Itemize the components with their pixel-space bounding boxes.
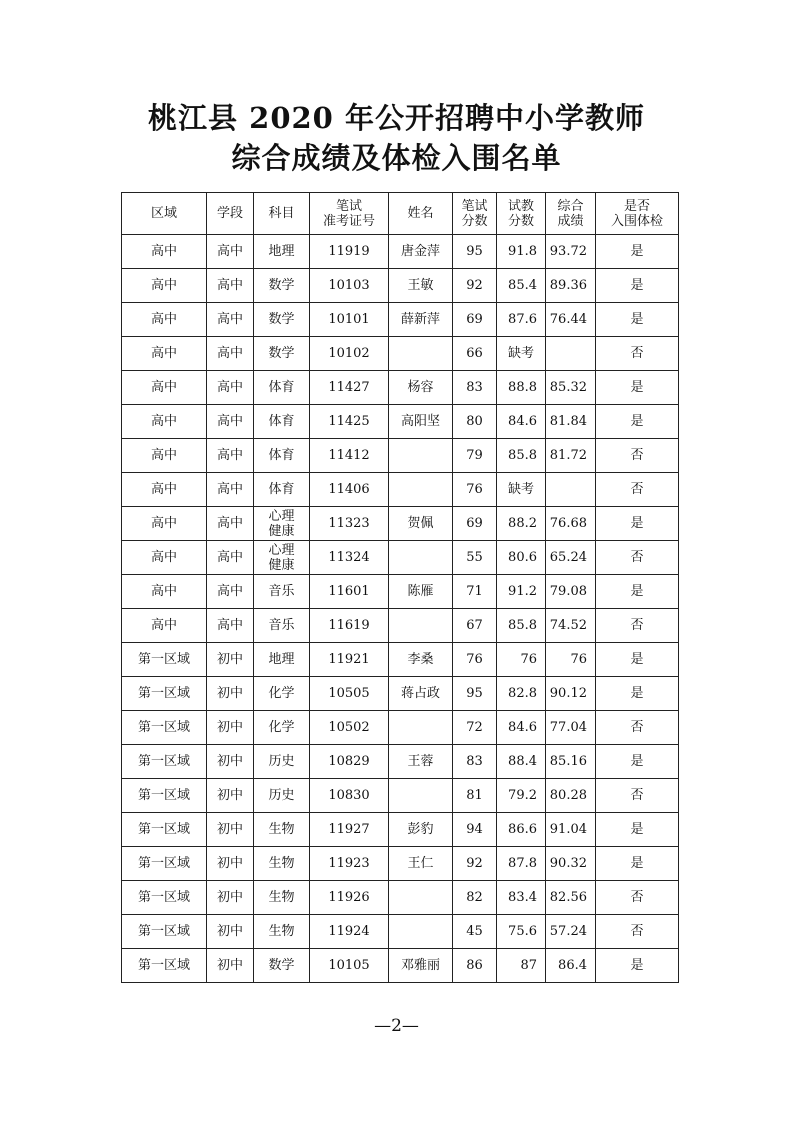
cell-written-score: 76 [453, 473, 497, 507]
cell-trial-score: 88.2 [497, 507, 546, 541]
cell-qualify: 否 [596, 915, 679, 949]
cell-qualify: 是 [596, 949, 679, 983]
table-row [122, 779, 679, 813]
cell-qualify: 否 [596, 541, 679, 575]
cell-trial-score: 88.8 [497, 371, 546, 405]
cell-exam-id: 10105 [310, 949, 389, 983]
cell-region: 高中 [122, 235, 207, 269]
cell-qualify: 否 [596, 609, 679, 643]
cell-level: 初中 [207, 847, 254, 881]
cell-subject: 化学 [254, 711, 310, 745]
cell-total-score: 76.68 [546, 507, 596, 541]
cell-qualify: 是 [596, 847, 679, 881]
cell-subject: 体育 [254, 371, 310, 405]
cell-written-score: 83 [453, 371, 497, 405]
cell-subject: 生物 [254, 915, 310, 949]
cell-level: 高中 [207, 269, 254, 303]
cell-subject: 体育 [254, 439, 310, 473]
cell-name [389, 337, 453, 371]
table-row [122, 915, 679, 949]
cell-written-score: 72 [453, 711, 497, 745]
cell-written-score: 83 [453, 745, 497, 779]
cell-written-score: 95 [453, 677, 497, 711]
cell-total-score: 65.24 [546, 541, 596, 575]
cell-subject: 数学 [254, 303, 310, 337]
cell-written-score: 76 [453, 643, 497, 677]
cell-region: 高中 [122, 269, 207, 303]
table-row [122, 303, 679, 337]
cell-level: 高中 [207, 575, 254, 609]
table-row [122, 745, 679, 779]
cell-total-score: 85.16 [546, 745, 596, 779]
cell-exam-id: 10830 [310, 779, 389, 813]
cell-exam-id: 11926 [310, 881, 389, 915]
table-row [122, 881, 679, 915]
header-total-score: 综合 成绩 [546, 193, 596, 235]
cell-subject: 历史 [254, 745, 310, 779]
cell-total-score: 90.12 [546, 677, 596, 711]
cell-subject: 生物 [254, 881, 310, 915]
cell-level: 高中 [207, 337, 254, 371]
table-header [122, 193, 679, 235]
cell-total-score: 85.32 [546, 371, 596, 405]
cell-region: 第一区域 [122, 677, 207, 711]
cell-level: 高中 [207, 541, 254, 575]
cell-name: 唐金萍 [389, 235, 453, 269]
cell-subject: 生物 [254, 813, 310, 847]
cell-trial-score: 84.6 [497, 711, 546, 745]
cell-exam-id: 11924 [310, 915, 389, 949]
cell-total-score: 79.08 [546, 575, 596, 609]
cell-region: 高中 [122, 371, 207, 405]
cell-exam-id: 11406 [310, 473, 389, 507]
cell-name [389, 439, 453, 473]
table-row [122, 711, 679, 745]
cell-region: 高中 [122, 609, 207, 643]
cell-trial-score: 缺考 [497, 337, 546, 371]
cell-written-score: 95 [453, 235, 497, 269]
cell-region: 高中 [122, 507, 207, 541]
cell-qualify: 是 [596, 745, 679, 779]
table-row [122, 235, 679, 269]
cell-name: 王敏 [389, 269, 453, 303]
cell-subject: 地理 [254, 235, 310, 269]
cell-subject: 体育 [254, 473, 310, 507]
cell-exam-id: 11323 [310, 507, 389, 541]
table-row [122, 473, 679, 507]
table-row [122, 643, 679, 677]
cell-region: 第一区域 [122, 881, 207, 915]
cell-written-score: 92 [453, 847, 497, 881]
cell-region: 高中 [122, 303, 207, 337]
cell-trial-score: 83.4 [497, 881, 546, 915]
cell-level: 高中 [207, 405, 254, 439]
cell-qualify: 否 [596, 439, 679, 473]
cell-level: 初中 [207, 677, 254, 711]
cell-level: 高中 [207, 439, 254, 473]
cell-written-score: 45 [453, 915, 497, 949]
cell-level: 高中 [207, 473, 254, 507]
cell-name: 杨容 [389, 371, 453, 405]
cell-exam-id: 11324 [310, 541, 389, 575]
cell-level: 初中 [207, 915, 254, 949]
cell-trial-score: 80.6 [497, 541, 546, 575]
cell-name: 王蓉 [389, 745, 453, 779]
header-qualify: 是否 入围体检 [596, 193, 679, 235]
header-region: 区域 [122, 193, 207, 235]
cell-trial-score: 缺考 [497, 473, 546, 507]
cell-total-score: 76.44 [546, 303, 596, 337]
cell-level: 高中 [207, 303, 254, 337]
cell-trial-score: 75.6 [497, 915, 546, 949]
cell-name: 邓雅丽 [389, 949, 453, 983]
cell-written-score: 92 [453, 269, 497, 303]
cell-qualify: 是 [596, 303, 679, 337]
cell-level: 初中 [207, 881, 254, 915]
header-written-score: 笔试 分数 [453, 193, 497, 235]
cell-name: 彭豹 [389, 813, 453, 847]
cell-total-score: 86.4 [546, 949, 596, 983]
cell-name [389, 915, 453, 949]
cell-written-score: 94 [453, 813, 497, 847]
cell-total-score: 80.28 [546, 779, 596, 813]
table-row [122, 847, 679, 881]
table-row [122, 575, 679, 609]
cell-name [389, 711, 453, 745]
cell-level: 初中 [207, 779, 254, 813]
cell-exam-id: 11921 [310, 643, 389, 677]
cell-exam-id: 11427 [310, 371, 389, 405]
cell-trial-score: 85.8 [497, 439, 546, 473]
cell-written-score: 79 [453, 439, 497, 473]
cell-qualify: 是 [596, 235, 679, 269]
cell-level: 高中 [207, 507, 254, 541]
cell-written-score: 67 [453, 609, 497, 643]
cell-level: 初中 [207, 813, 254, 847]
cell-total-score [546, 337, 596, 371]
cell-exam-id: 10829 [310, 745, 389, 779]
cell-exam-id: 11919 [310, 235, 389, 269]
cell-exam-id: 10101 [310, 303, 389, 337]
cell-subject: 数学 [254, 949, 310, 983]
document-title-line2: 综合成绩及体检入围名单 [231, 141, 562, 175]
cell-region: 第一区域 [122, 813, 207, 847]
cell-trial-score: 79.2 [497, 779, 546, 813]
cell-written-score: 80 [453, 405, 497, 439]
cell-qualify: 是 [596, 405, 679, 439]
cell-written-score: 66 [453, 337, 497, 371]
cell-exam-id: 10103 [310, 269, 389, 303]
cell-total-score: 81.72 [546, 439, 596, 473]
cell-qualify: 否 [596, 881, 679, 915]
cell-written-score: 71 [453, 575, 497, 609]
cell-trial-score: 91.2 [497, 575, 546, 609]
cell-region: 高中 [122, 439, 207, 473]
cell-level: 初中 [207, 643, 254, 677]
cell-trial-score: 86.6 [497, 813, 546, 847]
results-table [121, 192, 679, 983]
cell-region: 高中 [122, 575, 207, 609]
header-row [122, 193, 679, 235]
table-row [122, 813, 679, 847]
header-trial-score: 试教 分数 [497, 193, 546, 235]
cell-exam-id: 11619 [310, 609, 389, 643]
cell-name: 蒋占政 [389, 677, 453, 711]
cell-trial-score: 84.6 [497, 405, 546, 439]
cell-exam-id: 10505 [310, 677, 389, 711]
cell-total-score: 81.84 [546, 405, 596, 439]
cell-name [389, 473, 453, 507]
cell-trial-score: 85.4 [497, 269, 546, 303]
page-number: —2— [374, 1016, 419, 1036]
cell-region: 高中 [122, 405, 207, 439]
table-row [122, 677, 679, 711]
cell-region: 第一区域 [122, 643, 207, 677]
cell-trial-score: 85.8 [497, 609, 546, 643]
cell-name [389, 881, 453, 915]
cell-region: 高中 [122, 473, 207, 507]
cell-trial-score: 76 [497, 643, 546, 677]
cell-name: 贺佩 [389, 507, 453, 541]
cell-qualify: 否 [596, 337, 679, 371]
cell-qualify: 是 [596, 643, 679, 677]
header-name: 姓名 [389, 193, 453, 235]
cell-subject: 地理 [254, 643, 310, 677]
cell-qualify: 是 [596, 575, 679, 609]
cell-exam-id: 10102 [310, 337, 389, 371]
cell-total-score: 93.72 [546, 235, 596, 269]
cell-subject: 数学 [254, 337, 310, 371]
table-row [122, 507, 679, 541]
cell-total-score [546, 473, 596, 507]
cell-exam-id: 10502 [310, 711, 389, 745]
cell-exam-id: 11601 [310, 575, 389, 609]
cell-name: 李桑 [389, 643, 453, 677]
cell-region: 第一区域 [122, 711, 207, 745]
cell-trial-score: 87 [497, 949, 546, 983]
cell-name [389, 779, 453, 813]
table-body [122, 235, 679, 983]
cell-trial-score: 87.8 [497, 847, 546, 881]
cell-subject: 生物 [254, 847, 310, 881]
cell-name: 王仁 [389, 847, 453, 881]
cell-exam-id: 11927 [310, 813, 389, 847]
cell-written-score: 82 [453, 881, 497, 915]
cell-region: 第一区域 [122, 949, 207, 983]
cell-total-score: 74.52 [546, 609, 596, 643]
cell-name: 陈雁 [389, 575, 453, 609]
table-row [122, 439, 679, 473]
cell-written-score: 69 [453, 303, 497, 337]
cell-level: 高中 [207, 235, 254, 269]
cell-qualify: 是 [596, 269, 679, 303]
cell-exam-id: 11425 [310, 405, 389, 439]
cell-name: 薛新萍 [389, 303, 453, 337]
table-row [122, 337, 679, 371]
cell-region: 高中 [122, 541, 207, 575]
cell-qualify: 是 [596, 813, 679, 847]
cell-level: 高中 [207, 371, 254, 405]
cell-qualify: 否 [596, 779, 679, 813]
cell-subject: 数学 [254, 269, 310, 303]
table-row [122, 371, 679, 405]
cell-qualify: 是 [596, 507, 679, 541]
cell-subject: 体育 [254, 405, 310, 439]
header-subject: 科目 [254, 193, 310, 235]
cell-exam-id: 11412 [310, 439, 389, 473]
cell-subject: 音乐 [254, 609, 310, 643]
table-row [122, 949, 679, 983]
cell-qualify: 是 [596, 371, 679, 405]
cell-total-score: 82.56 [546, 881, 596, 915]
cell-exam-id: 11923 [310, 847, 389, 881]
cell-written-score: 55 [453, 541, 497, 575]
cell-qualify: 是 [596, 677, 679, 711]
cell-trial-score: 82.8 [497, 677, 546, 711]
cell-subject: 音乐 [254, 575, 310, 609]
table-row [122, 541, 679, 575]
table-row [122, 609, 679, 643]
cell-level: 高中 [207, 609, 254, 643]
cell-region: 第一区域 [122, 847, 207, 881]
cell-written-score: 81 [453, 779, 497, 813]
cell-trial-score: 88.4 [497, 745, 546, 779]
cell-subject: 心理 健康 [254, 507, 310, 541]
table-row [122, 405, 679, 439]
cell-name [389, 541, 453, 575]
cell-subject: 心理 健康 [254, 541, 310, 575]
cell-level: 初中 [207, 745, 254, 779]
cell-region: 第一区域 [122, 779, 207, 813]
cell-total-score: 77.04 [546, 711, 596, 745]
cell-subject: 化学 [254, 677, 310, 711]
cell-written-score: 69 [453, 507, 497, 541]
cell-level: 初中 [207, 949, 254, 983]
document-title-line1: 桃江县 2020 年公开招聘中小学教师 [148, 101, 645, 135]
cell-total-score: 57.24 [546, 915, 596, 949]
cell-written-score: 86 [453, 949, 497, 983]
cell-total-score: 91.04 [546, 813, 596, 847]
cell-region: 第一区域 [122, 745, 207, 779]
cell-trial-score: 91.8 [497, 235, 546, 269]
cell-subject: 历史 [254, 779, 310, 813]
cell-trial-score: 87.6 [497, 303, 546, 337]
header-exam-id: 笔试 准考证号 [310, 193, 389, 235]
cell-name: 高阳坚 [389, 405, 453, 439]
cell-total-score: 89.36 [546, 269, 596, 303]
cell-region: 第一区域 [122, 915, 207, 949]
cell-total-score: 76 [546, 643, 596, 677]
cell-level: 初中 [207, 711, 254, 745]
cell-qualify: 否 [596, 711, 679, 745]
cell-qualify: 否 [596, 473, 679, 507]
table-row [122, 269, 679, 303]
cell-region: 高中 [122, 337, 207, 371]
cell-name [389, 609, 453, 643]
cell-total-score: 90.32 [546, 847, 596, 881]
header-level: 学段 [207, 193, 254, 235]
